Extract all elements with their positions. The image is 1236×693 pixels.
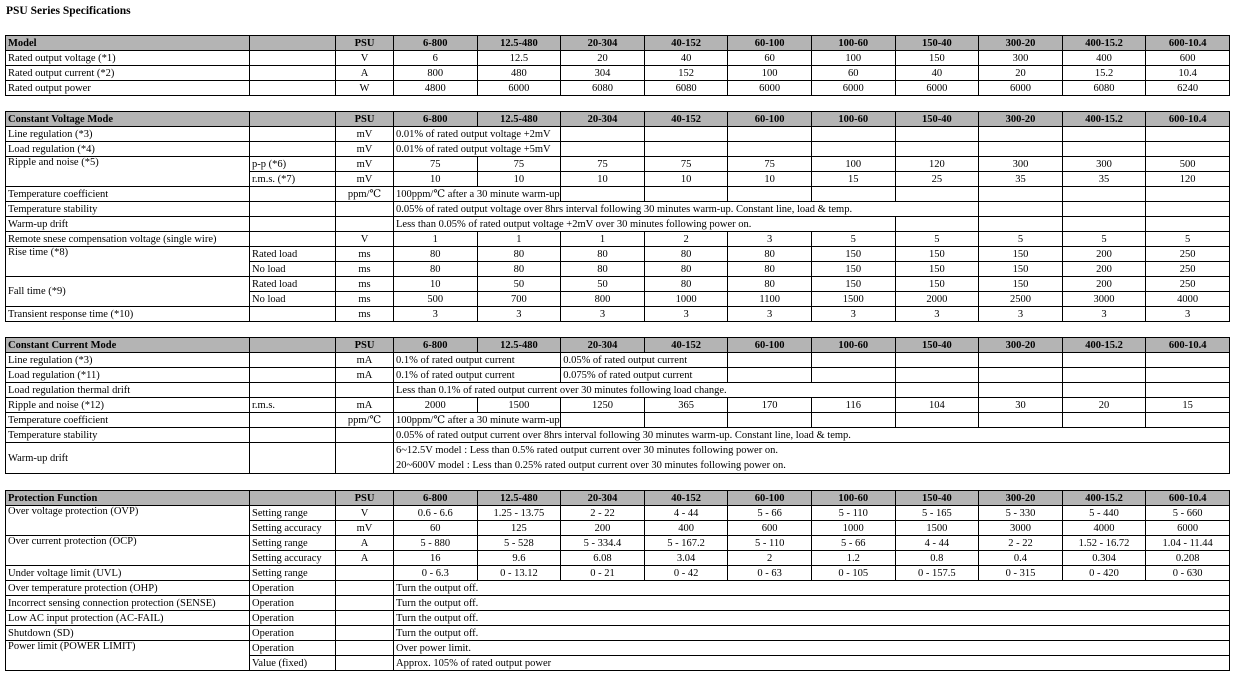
- row-sub-label: Setting range: [250, 536, 336, 551]
- model-header: 100-60: [811, 112, 895, 127]
- row-label: Ripple and noise (*12): [6, 398, 250, 413]
- row-value: 6000: [895, 81, 979, 96]
- model-header: 60-100: [728, 36, 812, 51]
- row-sub-label: Operation: [250, 626, 336, 641]
- model-header: 60-100: [728, 112, 812, 127]
- row-value: 400: [1062, 51, 1146, 66]
- model-header: 600-10.4: [1146, 112, 1230, 127]
- table-row: [6, 217, 1230, 232]
- row-spec-text: Less than 0.1% of rated output current over 30 minutes following load change.: [394, 383, 896, 398]
- row-value: 4800: [394, 81, 478, 96]
- model-header: 100-60: [811, 338, 895, 353]
- row-value: 40: [644, 51, 728, 66]
- row-sub-label: p-p (*6): [250, 157, 336, 172]
- table-row: Setting accuracy mV 60 125 200 400 600 1000 1500 3000 4000 6000: [6, 521, 1230, 536]
- model-header: 40-152: [644, 491, 728, 506]
- table-row: No load ms 500 700 800 1000 1100 1500 2000 2500 3000 4000: [6, 292, 1230, 307]
- model-header: 20-304: [561, 112, 645, 127]
- row-label: Load regulation (*4): [6, 142, 250, 157]
- table-row: [6, 443, 1230, 474]
- row-label: Remote snese compensation voltage (single wire): [6, 232, 250, 247]
- row-value: 304: [561, 66, 645, 81]
- row-label: Temperature stability: [6, 428, 250, 443]
- model-header: 6-800: [394, 112, 478, 127]
- row-sub-label: Rated load: [250, 277, 336, 292]
- row-sub-label: [250, 81, 336, 96]
- row-unit: mA: [336, 398, 394, 413]
- row-unit: ms: [336, 307, 394, 322]
- model-header: 400-15.2: [1062, 491, 1146, 506]
- table-row: [6, 202, 1230, 217]
- row-unit: V: [336, 506, 394, 521]
- row-value: 6000: [477, 81, 561, 96]
- row-label: Low AC input protection (AC-FAIL): [6, 611, 250, 626]
- row-sub-label: r.m.s. (*7): [250, 172, 336, 187]
- model-header: 600-10.4: [1146, 491, 1230, 506]
- model-header: 400-15.2: [1062, 338, 1146, 353]
- model-header: 40-152: [644, 36, 728, 51]
- row-label: Over temperature protection (OHP): [6, 581, 250, 596]
- constant-voltage-table: [5, 111, 1230, 322]
- model-header: 100-60: [811, 491, 895, 506]
- table-header-row: [6, 491, 1230, 506]
- table-row: Rise time (*8) Rated load ms 80 80 80 80 80 150 150 150 200 250: [6, 247, 1230, 262]
- unit-header: PSU: [336, 338, 394, 353]
- table-row: [6, 353, 1230, 368]
- table-row: [6, 142, 1230, 157]
- model-header: 12.5-480: [477, 491, 561, 506]
- row-unit: mV: [336, 521, 394, 536]
- row-label: Power limit (POWER LIMIT): [6, 641, 250, 671]
- row-unit: V: [336, 232, 394, 247]
- table-row: Over current protection (OCP) Setting range A 5 - 880 5 - 528 5 - 334.4 5 - 167.2 5 - 110 5 - 66 4 - 44 2 - 22 1.52 - 16.72 1.04 - 11.44: [6, 536, 1230, 551]
- row-sub-label: [250, 66, 336, 81]
- model-header: 20-304: [561, 491, 645, 506]
- model-header: 20-304: [561, 36, 645, 51]
- row-label: Line regulation (*3): [6, 127, 250, 142]
- row-unit: mV: [336, 172, 394, 187]
- row-unit: A: [336, 66, 394, 81]
- row-spec-text: 0.05% of rated output current over 8hrs interval following 30 minutes warm-up. Constant line, load & temp.: [394, 428, 1230, 443]
- model-header: 300-20: [979, 112, 1063, 127]
- table-row: [6, 51, 1230, 66]
- constant-current-table: [5, 337, 1230, 474]
- row-value: 6080: [1062, 81, 1146, 96]
- row-value: 6240: [1146, 81, 1230, 96]
- unit-header: PSU: [336, 112, 394, 127]
- row-spec-text: [394, 443, 1230, 474]
- model-header: 40-152: [644, 338, 728, 353]
- row-spec-text: Turn the output off.: [394, 626, 1230, 641]
- protection-function-table: [5, 490, 1230, 671]
- model-header: 20-304: [561, 338, 645, 353]
- row-spec-text: 0.075% of rated output current: [561, 368, 728, 383]
- row-value: 10.4: [1146, 66, 1230, 81]
- row-spec-text: 0.01% of rated output voltage +2mV: [394, 127, 561, 142]
- row-unit: W: [336, 81, 394, 96]
- model-header: 12.5-480: [477, 338, 561, 353]
- model-header: 150-40: [895, 36, 979, 51]
- row-spec-text: 0.05% of rated output current: [561, 353, 728, 368]
- row-sub-label: Setting range: [250, 566, 336, 581]
- row-value: 300: [979, 51, 1063, 66]
- row-unit: ppm/℃: [336, 187, 394, 202]
- model-header: 400-15.2: [1062, 36, 1146, 51]
- row-label: Ripple and noise (*5): [6, 157, 250, 187]
- table-row: Over voltage protection (OVP) Setting range V 0.6 - 6.6 1.25 - 13.75 2 - 22 4 - 44 5 - 66 5 - 110 5 - 165 5 - 330 5 - 440 5 - 660: [6, 506, 1230, 521]
- row-sub-label: Operation: [250, 596, 336, 611]
- table-row: [6, 626, 1230, 641]
- row-sub-label: Rated load: [250, 247, 336, 262]
- row-label: Rated output power: [6, 81, 250, 96]
- warmup-line-2: 20~600V model : Less than 0.25% rated output current over 30 minutes following power on.: [396, 460, 786, 471]
- row-label: Transient response time (*10): [6, 307, 250, 322]
- row-sub-label: Setting accuracy: [250, 551, 336, 566]
- row-value: 6000: [811, 81, 895, 96]
- row-sub-label: Value (fixed): [250, 656, 336, 671]
- row-label: Temperature stability: [6, 202, 250, 217]
- model-header: 6-800: [394, 491, 478, 506]
- row-value: 600: [1146, 51, 1230, 66]
- row-spec-text: 0.05% of rated output voltage over 8hrs interval following 30 minutes warm-up. Constant line, load & temp.: [394, 202, 979, 217]
- row-unit: mA: [336, 368, 394, 383]
- row-spec-text: Over power limit.: [394, 641, 1230, 656]
- table-header-row: [6, 112, 1230, 127]
- model-header: 600-10.4: [1146, 338, 1230, 353]
- row-value: 12.5: [477, 51, 561, 66]
- table-row: Remote snese compensation voltage (single wire) V 1 1 1 2 3 5 5 5 5 5: [6, 232, 1230, 247]
- row-label: Under voltage limit (UVL): [6, 566, 250, 581]
- row-spec-text: Turn the output off.: [394, 596, 1230, 611]
- row-sub-label: r.m.s.: [250, 398, 336, 413]
- page-title: PSU Series Specifications: [6, 5, 131, 17]
- row-sub-label: [250, 51, 336, 66]
- table-row: r.m.s. (*7) mV 10 10 10 10 10 15 25 35 35 120: [6, 172, 1230, 187]
- table-row: Under voltage limit (UVL) Setting range 0 - 6.3 0 - 13.12 0 - 21 0 - 42 0 - 63 0 - 105 0 - 157.5 0 - 315 0 - 420 0 - 630: [6, 566, 1230, 581]
- row-spec-text: Turn the output off.: [394, 581, 1230, 596]
- row-value: 800: [394, 66, 478, 81]
- row-label: Temperature coefficient: [6, 413, 250, 428]
- row-label: Rated output voltage (*1): [6, 51, 250, 66]
- model-table: [5, 35, 1230, 96]
- row-unit: mV: [336, 127, 394, 142]
- section-title: Constant Voltage Mode: [6, 112, 250, 127]
- row-label: Over voltage protection (OVP): [6, 506, 250, 536]
- row-unit: ms: [336, 247, 394, 262]
- table-row: [6, 127, 1230, 142]
- table-row: Transient response time (*10) ms 3 3 3 3 3 3 3 3 3 3: [6, 307, 1230, 322]
- table-row: [6, 66, 1230, 81]
- row-label: Incorrect sensing connection protection (SENSE): [6, 596, 250, 611]
- row-unit: mA: [336, 353, 394, 368]
- model-header: 6-800: [394, 36, 478, 51]
- table-row: [6, 641, 1230, 656]
- row-value: 6000: [728, 81, 812, 96]
- section-title: Protection Function: [6, 491, 250, 506]
- row-value: 480: [477, 66, 561, 81]
- row-spec-text: Approx. 105% of rated output power: [394, 656, 1230, 671]
- model-header: 400-15.2: [1062, 112, 1146, 127]
- model-header: 150-40: [895, 112, 979, 127]
- row-sub-label: Operation: [250, 581, 336, 596]
- model-header: 60-100: [728, 491, 812, 506]
- model-header: 40-152: [644, 112, 728, 127]
- row-value: 6080: [561, 81, 645, 96]
- row-spec-text: Turn the output off.: [394, 611, 1230, 626]
- row-unit: ms: [336, 262, 394, 277]
- row-label: Load regulation (*11): [6, 368, 250, 383]
- row-value: 40: [895, 66, 979, 81]
- row-spec-text: 100ppm/℃ after a 30 minute warm-up: [394, 413, 561, 428]
- row-spec-text: 0.1% of rated output current: [394, 353, 561, 368]
- table-row: [6, 611, 1230, 626]
- row-label: Over current protection (OCP): [6, 536, 250, 566]
- table-row: Setting accuracy A 16 9.6 6.08 3.04 2 1.2 0.8 0.4 0.304 0.208: [6, 551, 1230, 566]
- row-value: 6: [394, 51, 478, 66]
- row-unit: ms: [336, 277, 394, 292]
- row-spec-text: 0.01% of rated output voltage +5mV: [394, 142, 561, 157]
- row-spec-text: 100ppm/℃ after a 30 minute warm-up: [394, 187, 561, 202]
- table-row: [6, 187, 1230, 202]
- table-row: Fall time (*9) Rated load ms 10 50 50 80 80 150 150 150 200 250: [6, 277, 1230, 292]
- row-label: Temperature coefficient: [6, 187, 250, 202]
- model-header: 60-100: [728, 338, 812, 353]
- row-label: Rise time (*8): [6, 247, 250, 277]
- unit-header: PSU: [336, 36, 394, 51]
- row-spec-text: Less than 0.05% of rated output voltage +2mV over 30 minutes following power on.: [394, 217, 896, 232]
- row-value: 60: [811, 66, 895, 81]
- row-unit: mV: [336, 142, 394, 157]
- row-value: 15.2: [1062, 66, 1146, 81]
- table-row: Ripple and noise (*5) p-p (*6) mV 75 75 75 75 75 100 120 300 300 500: [6, 157, 1230, 172]
- row-sub-label: Setting accuracy: [250, 521, 336, 536]
- row-value: 152: [644, 66, 728, 81]
- row-spec-text: 0.1% of rated output current: [394, 368, 561, 383]
- unit-header: PSU: [336, 491, 394, 506]
- model-header: 600-10.4: [1146, 36, 1230, 51]
- row-label: Rated output current (*2): [6, 66, 250, 81]
- row-unit: V: [336, 51, 394, 66]
- row-value: 6080: [644, 81, 728, 96]
- row-label: Shutdown (SD): [6, 626, 250, 641]
- row-sub-label: Operation: [250, 641, 336, 656]
- row-value: 150: [895, 51, 979, 66]
- row-label: Fall time (*9): [6, 277, 250, 307]
- row-unit: mV: [336, 157, 394, 172]
- table-row: [6, 81, 1230, 96]
- model-header: 300-20: [979, 36, 1063, 51]
- model-rows: [6, 51, 1230, 96]
- row-value: 60: [728, 51, 812, 66]
- model-header: 150-40: [895, 338, 979, 353]
- row-unit: A: [336, 536, 394, 551]
- model-header: 300-20: [979, 338, 1063, 353]
- warmup-line-1: 6~12.5V model : Less than 0.5% rated output current over 30 minutes following power on.: [396, 445, 778, 456]
- table-row: Ripple and noise (*12) r.m.s. mA 2000 1500 1250 365 170 116 104 30 20 15: [6, 398, 1230, 413]
- row-unit: ppm/℃: [336, 413, 394, 428]
- row-label: Load regulation thermal drift: [6, 383, 250, 398]
- model-header: 300-20: [979, 491, 1063, 506]
- table-row: [6, 383, 1230, 398]
- row-sub-label: Operation: [250, 611, 336, 626]
- row-value: 6000: [979, 81, 1063, 96]
- model-header: 12.5-480: [477, 112, 561, 127]
- table-row: [6, 368, 1230, 383]
- row-label: Line regulation (*3): [6, 353, 250, 368]
- row-value: 20: [979, 66, 1063, 81]
- row-unit: A: [336, 551, 394, 566]
- row-sub-label: Setting range: [250, 506, 336, 521]
- model-header: 12.5-480: [477, 36, 561, 51]
- row-sub-label: No load: [250, 292, 336, 307]
- table-header-row: [6, 338, 1230, 353]
- table-row: [6, 428, 1230, 443]
- row-value: 100: [811, 51, 895, 66]
- model-header: 100-60: [811, 36, 895, 51]
- table-row: [6, 413, 1230, 428]
- model-header: 6-800: [394, 338, 478, 353]
- table-row: [6, 596, 1230, 611]
- row-label: Warm-up drift: [6, 443, 250, 474]
- table-row: [6, 581, 1230, 596]
- row-value: 20: [561, 51, 645, 66]
- section-title: Model: [6, 36, 250, 51]
- model-header: 150-40: [895, 491, 979, 506]
- row-value: 100: [728, 66, 812, 81]
- table-header-row: [6, 36, 1230, 51]
- row-unit: ms: [336, 292, 394, 307]
- row-sub-label: No load: [250, 262, 336, 277]
- row-label: Warm-up drift: [6, 217, 250, 232]
- table-row: No load ms 80 80 80 80 80 150 150 150 200 250: [6, 262, 1230, 277]
- section-title: Constant Current Mode: [6, 338, 250, 353]
